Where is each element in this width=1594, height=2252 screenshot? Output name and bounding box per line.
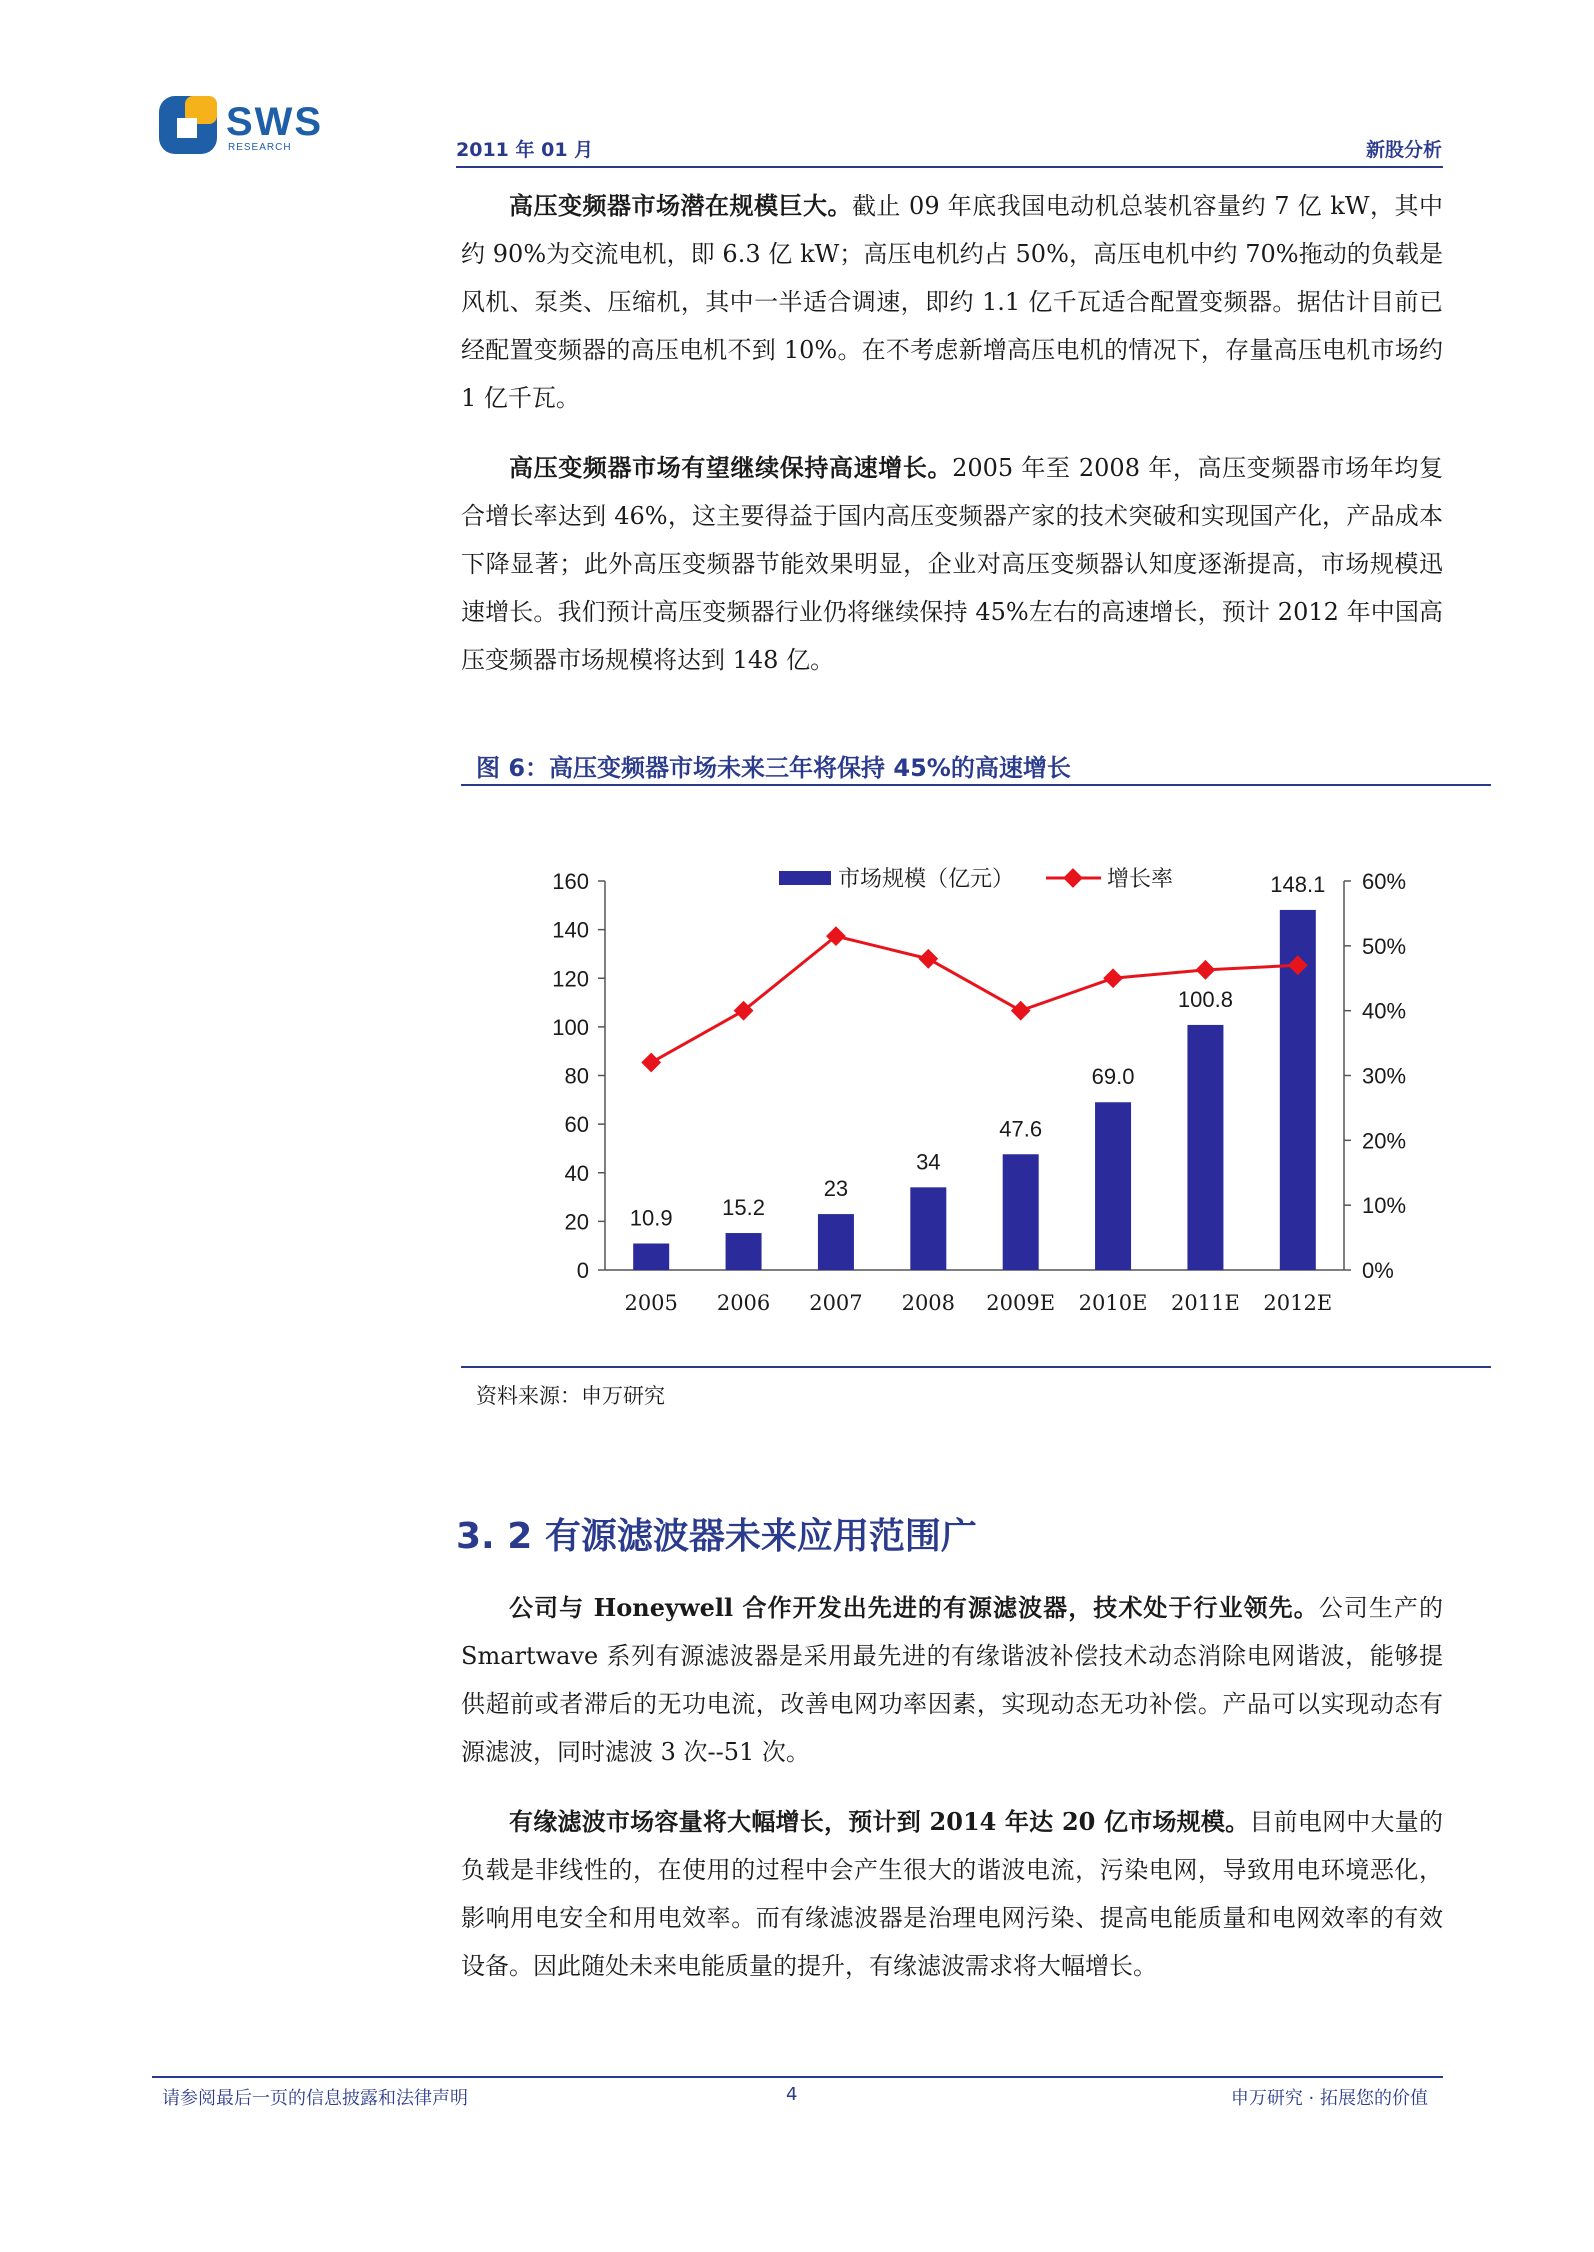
section-heading: 3. 2 有源滤波器未来应用范围广 [456, 1516, 977, 1557]
header-date: 2011 年 01 月 [456, 139, 594, 161]
paragraph-market-growth [461, 444, 1443, 684]
footer-slogan: 申万研究 · 拓展您的价值 [1230, 2088, 1428, 2109]
bar-data-label: 23 [823, 1176, 849, 1202]
y-tick-label: 140 [552, 917, 589, 943]
bar-data-label: 148.1 [1270, 871, 1326, 897]
figure-bottom-rule [461, 1366, 1491, 1368]
paragraph-lead: 高压变频器市场有望继续保持高速增长。 [509, 453, 953, 482]
bar-data-label: 47.6 [999, 1116, 1043, 1142]
growth-rate-point [1011, 1001, 1031, 1021]
x-tick-label: 2012E [1263, 1291, 1333, 1315]
x-tick-label: 2008 [901, 1291, 956, 1315]
paragraph-body: 目前电网中大量的负载是非线性的，在使用的过程中会产生很大的谐波电流，污染电网，导致用电环境恶化，影响用电安全和用电效率。而有缘滤波器是治理电网污染、提高电能质量和电网效率的有效设备。因此随处未来电能质量的提升，有缘滤波需求将大幅增长。 [461, 1808, 1444, 1980]
legend-bar-label: 市场规模（亿元） [838, 867, 1015, 892]
bar-data-label: 15.2 [722, 1195, 765, 1221]
y2-tick-label: 40% [1362, 998, 1407, 1024]
bar-data-label: 69.0 [1091, 1064, 1135, 1090]
bar [1187, 1025, 1223, 1270]
paragraph-body: 2005 年至 2008 年，高压变频器市场年均复合增长率达到 46%，这主要得益于国内高压变频器产家的技术突破和实现国产化，产品成本下降显著；此外高压变频器节能效果明显，企业对高压变频器认知度逐渐提高，市场规模迅速增长。我们预计高压变频器行业仍将继续保持 45%左右的高速增长，预计 2012 年中国高压变频器市场规模将达到 148 亿。 [461, 454, 1443, 674]
y2-tick-label: 60% [1362, 869, 1407, 894]
y2-tick-label: 30% [1362, 1063, 1407, 1089]
chart-legend [779, 867, 1173, 892]
paragraph-market-potential [461, 182, 1443, 422]
y-tick-label: 160 [552, 869, 589, 894]
y2-tick-label: 50% [1362, 933, 1407, 959]
legend-bar-swatch [779, 871, 831, 885]
paragraph-lead: 公司与 Honeywell 合作开发出先进的有源滤波器，技术处于行业领先。 [509, 1593, 1319, 1622]
bar-data-label: 100.8 [1177, 986, 1233, 1012]
logo-text: SWS [226, 100, 324, 144]
y-tick-label: 20 [564, 1209, 589, 1235]
bar-data-label: 10.9 [629, 1205, 673, 1231]
paragraph-lead: 高压变频器市场潜在规模巨大。 [509, 191, 852, 220]
bar [818, 1214, 854, 1270]
growth-rate-point [918, 949, 938, 969]
paragraph-active-filter [461, 1584, 1443, 1776]
paragraph-lead: 有缘滤波市场容量将大幅增长，预计到 2014 年达 20 亿市场规模。 [509, 1807, 1250, 1836]
market-size-chart [461, 786, 1491, 1366]
header-category: 新股分析 [1365, 139, 1442, 161]
paragraph-filter-market [461, 1798, 1443, 1990]
y-tick-label: 80 [564, 1063, 589, 1089]
y-tick-label: 0 [576, 1258, 589, 1283]
bar-data-label: 34 [916, 1149, 941, 1175]
y-tick-label: 40 [564, 1160, 589, 1186]
y-tick-label: 60 [564, 1112, 589, 1138]
logo-subtext: RESEARCH [228, 142, 292, 153]
bar [1095, 1102, 1131, 1270]
sws-logo-icon [155, 92, 221, 158]
x-tick-label: 2007 [809, 1291, 863, 1315]
page-number: 4 [786, 2084, 798, 2105]
growth-rate-point [1196, 960, 1216, 980]
x-tick-label: 2006 [716, 1291, 771, 1315]
bar [726, 1233, 762, 1270]
x-tick-label: 2011E [1171, 1291, 1240, 1315]
y2-tick-label: 20% [1362, 1128, 1407, 1154]
y2-tick-label: 10% [1362, 1193, 1407, 1219]
header-divider [456, 166, 1443, 168]
paragraph-body: 公司生产的 Smartwave 系列有源滤波器是采用最先进的有缘谐波补偿技术动态消除电网谐波，能够提供超前或者滞后的无功电流，改善电网功率因素，实现动态无功补偿。产品可以实现动态有源滤波，同时滤波 3 次--51 次。 [461, 1594, 1443, 1766]
growth-rate-point [641, 1053, 661, 1073]
bar [910, 1187, 946, 1270]
y2-tick-label: 0% [1362, 1258, 1394, 1283]
footer-divider [152, 2076, 1443, 2078]
paragraph-body: 截止 09 年底我国电动机总装机容量约 7 亿 kW，其中约 90%为交流电机，即 6.3 亿 kW；高压电机约占 50%，高压电机中约 70%拖动的负载是风机、泵类、压缩机，其中一半适合调速，即约 1.1 亿千瓦适合配置变频器。据估计目前已经配置变频器的高压电机不到 10%。在不考虑新增高压电机的情况下，存量高压电机市场约 1 亿千瓦。 [461, 192, 1443, 412]
growth-rate-point [1103, 968, 1123, 988]
x-tick-label: 2010E [1078, 1291, 1148, 1315]
bar [1003, 1154, 1039, 1270]
y-tick-label: 100 [552, 1014, 589, 1040]
y-tick-label: 120 [552, 966, 589, 992]
figure-title: 图 6：高压变频器市场未来三年将保持 45%的高速增长 [476, 754, 1071, 782]
legend-line-marker [1063, 868, 1083, 888]
x-tick-label: 2009E [986, 1291, 1056, 1315]
figure-source: 资料来源：申万研究 [476, 1384, 665, 1408]
bar [633, 1243, 669, 1270]
x-tick-label: 2005 [624, 1291, 678, 1315]
legend-line-label: 增长率 [1107, 867, 1174, 892]
footer-disclaimer: 请参阅最后一页的信息披露和法律声明 [162, 2088, 468, 2109]
